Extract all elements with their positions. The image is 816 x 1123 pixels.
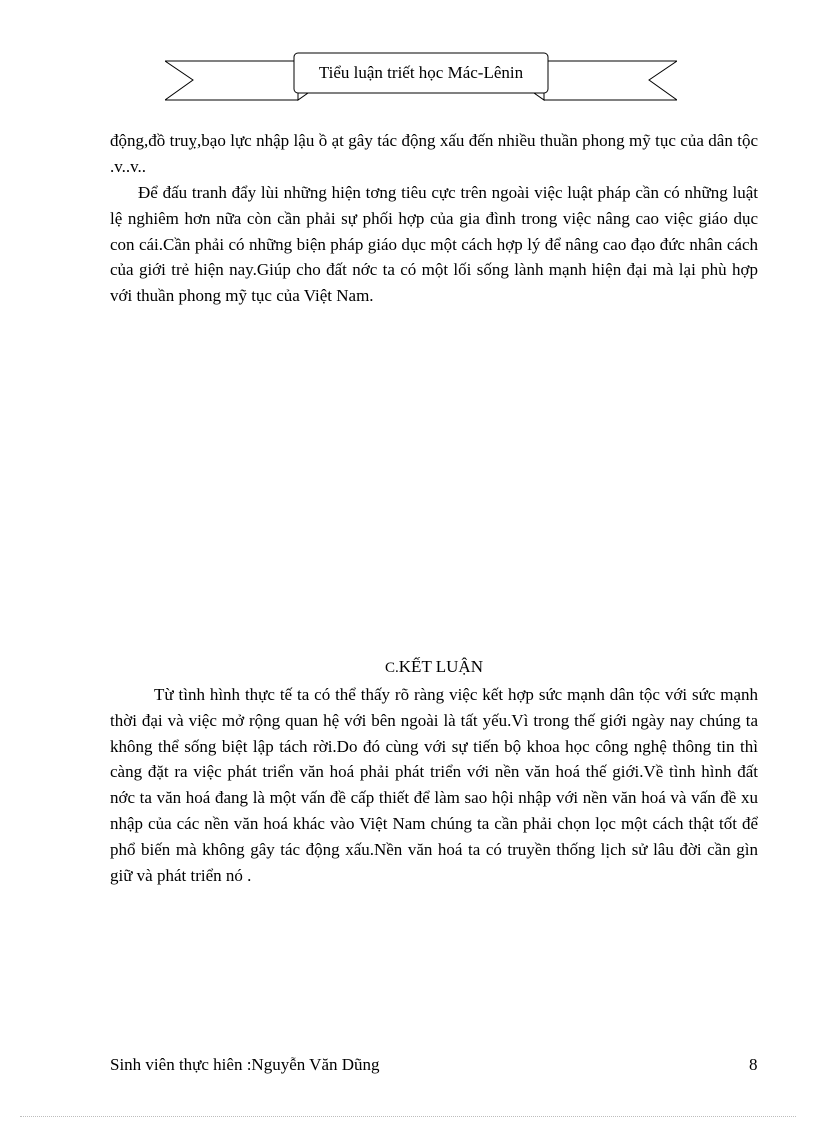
paragraph-struggle: Để đấu tranh đẩy lùi những hiện tơng tiêu cực trên ngoài việc luật pháp cần có những luật lệ nghiêm hơn nữa còn cần phải sự phối hợp của gia đình trong việc nâng cao việc giáo dục con cái.Cần phải có những biện pháp giáo dục một cách hợp lý để nâng cao đạo đức nhân cách của giới trẻ hiện nay.Giúp cho đất nớc ta có một lối sống lành mạnh hiện đại mà lại phù hợp với thuần phong mỹ tục của Việt Nam.: [110, 183, 758, 306]
conclusion-heading: [110, 657, 758, 677]
conclusion-paragraph: Từ tình hình thực tế ta có thể thấy rõ ràng việc kết hợp sức mạnh dân tộc với sức mạnh thời đại và việc mở rộng quan hệ với bên ngoài là tất yếu.Vì trong thế giới ngày nay chúng ta không thể sống biệt lập tách rời.Do đó cùng với sự tiến bộ khoa học công nghệ thông tin thì càng đặt ra việc phát triển văn hoá phải phát triển với nền văn hoá thế giới.Về tình hình đất nớc ta văn hoá đang là một vấn đề cấp thiết để làm sao hội nhập với nền văn hoá và vấn đề xu nhập của các nền văn hoá khác vào Việt Nam chúng ta cần phải chọn lọc một cách thật tốt để phổ biến mà không gây tác động xấu.Nền văn hoá ta có truyền thống lịch sử lâu đời cần gìn giữ và phát triển nó .: [110, 685, 758, 885]
header-banner: [165, 50, 677, 106]
page-number: 8: [749, 1055, 758, 1074]
conclusion-title: KẾT LUẬN: [398, 657, 483, 676]
document-title: Tiểu luận triết học Mác-Lênin: [318, 63, 524, 82]
paragraph-continuation: động,đồ truỵ,bạo lực nhập lậu ồ ạt gây tác động xấu đến nhiều thuần phong mỹ tục của dân tộc .v..v..: [110, 131, 758, 176]
footer-author: Sinh viên thực hiên :Nguyễn Văn Dũng: [110, 1055, 380, 1074]
section-letter: C.: [385, 660, 399, 676]
bottom-divider: [20, 1116, 796, 1117]
